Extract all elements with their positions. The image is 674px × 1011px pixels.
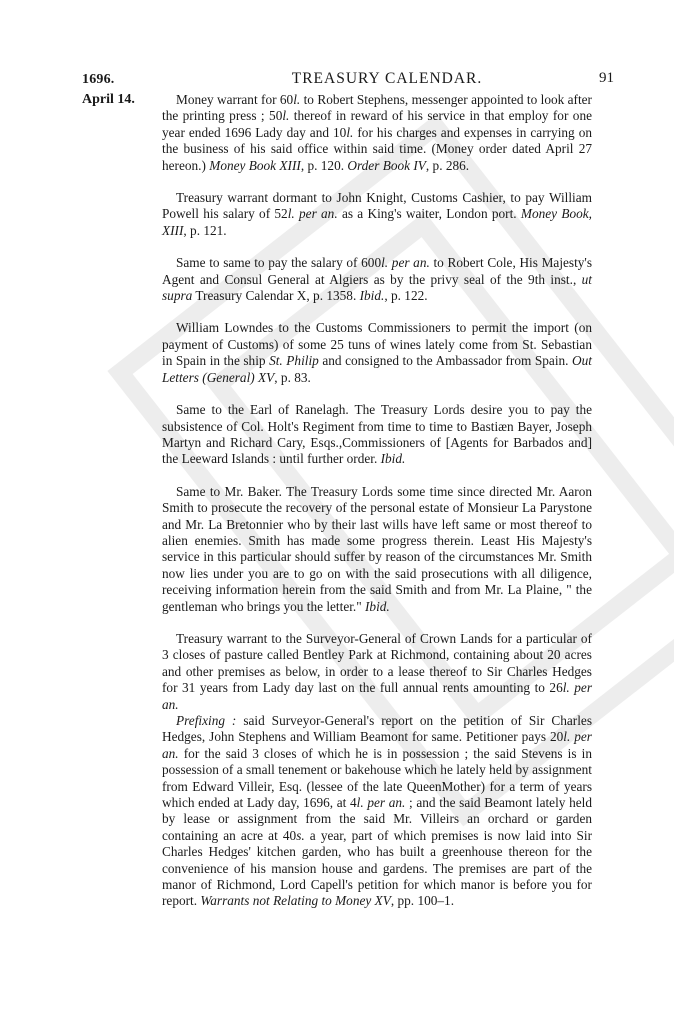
italic-text-segment: Out Letters (General) XV	[162, 353, 592, 385]
text-segment: William Lowndes to the Customs Commissioners to permit the import (on payment of Customs) of some 25 tuns of wines lately come from St. Sebastian in Spain in the ship	[162, 320, 592, 369]
entry-mr-baker	[162, 484, 592, 615]
text-segment: Treasury warrant to the Surveyor-General of Crown Lands for a particular of 3 closes of pasture called Bentley Park at Richmond, containing about 20 acres and other premises as below, in order to a lease thereof to Sir Charles Hedges for 31 years from Lady day last on the full annual rents amounting to 26	[162, 630, 592, 696]
italic-text-segment: Ibid.	[359, 288, 385, 304]
italic-text-segment: Warrants not Relating to Money XV	[200, 893, 391, 909]
text-segment: to Robert Stephens, messenger appointed to look after the printing press ; 50	[162, 92, 592, 124]
text-segment: Treasury warrant dormant to John Knight, Customs Cashier, to pay William Powell his salary of 52	[162, 190, 592, 222]
entry-date: April 14.	[82, 92, 135, 107]
entry-salary-robert-cole	[162, 255, 592, 304]
italic-text-segment: Money Book XIII	[209, 157, 301, 173]
text-segment: Same to same to pay the salary of 600	[176, 255, 382, 271]
text-segment: a year, part of which premises is now laid into Sir Charles Hedges' kitchen garden, who has built a greenhouse thereon for the convenience of his mansion house and gardens. The premises are part of the manor of Richmond, Lord Capell's petition for which manor is before you for report.	[162, 827, 592, 909]
entry-earl-of-ranelagh	[162, 402, 592, 468]
text-segment: , p. 122.	[384, 288, 428, 304]
italic-text-segment: Order Book IV	[347, 157, 426, 173]
text-segment: Treasury Calendar X, p. 1358.	[192, 288, 360, 304]
text-segment: thereof in reward of his service in that employ for one year ended 1696 Lady day and 10	[162, 108, 592, 140]
text-segment: to Robert Cole, His Majesty's Agent and Consul General at Algiers as by the privy seal of the 9th inst.,	[162, 255, 592, 287]
text-segment: Same to the Earl of Ranelagh. The Treasury Lords desire you to pay the subsistence of Col. Holt's Regiment from time to time to Bastiæn Bayer, Joseph Martyn and Richard Cary, Esqs.,Commissioners of [Agents for Barbados and] the Leeward Islands : until further order.	[162, 402, 592, 467]
text-segment: ; and the said Beamont lately held by lease or assignment from the said Mr. Villeirs an orchard or garden containing an acre at 40	[162, 795, 592, 843]
text-segment: , p. 121.	[183, 222, 227, 238]
text-segment: said Surveyor-General's report on the petition of Sir Charles Hedges, John Stephens and William Beamont for same. Petitioner pays 20	[162, 713, 592, 745]
year-label: 1696.	[82, 72, 115, 87]
italic-text-segment: l. per an.	[381, 255, 430, 271]
text-segment: , p. 83.	[274, 369, 311, 385]
running-title: TREASURY CALENDAR.	[291, 70, 483, 87]
italic-text-segment: l. per an.	[162, 729, 592, 761]
calendar-entries	[162, 92, 592, 926]
text-segment: Same to Mr. Baker. The Treasury Lords some time since directed Mr. Aaron Smith to prosecute the recovery of the personal estate of Monsieur La Parystone and Mr. La Bretonnier who by their last wills have left same or most thereof to alien enemies. Smith has made some progress therein. Least His Majesty's service in this particular should suffer by reason of the circumstances Mr. Smith now lies under you are to go on with the said prosecutions with all diligence, receiving information herein from the said Smith and from Mr. La Plaine, " the gentleman who brings you the letter."	[162, 483, 592, 614]
entry-lowndes-customs-wines	[162, 320, 592, 386]
italic-text-segment: l. per an.	[287, 206, 338, 222]
text-segment: for the said 3 closes of which he is in possession ; the said Stevens is in possession of a small tenement or bakehouse which he lately held by assignment from Edward Villeir, Esq. (lessee of the late QueenMother) for a term of years which ended at Lady day, 1696, at 4	[162, 745, 592, 811]
italic-text-segment: s.	[296, 827, 305, 843]
text-segment: , p. 286.	[425, 157, 470, 173]
italic-text-segment: l. per an.	[162, 680, 592, 712]
italic-text-segment: St. Philip	[269, 353, 319, 369]
italic-text-segment: Prefixing :	[176, 713, 237, 728]
italic-text-segment: Ibid.	[365, 598, 390, 614]
text-segment: and consigned to the Ambassador from Spain.	[318, 353, 573, 369]
entry-prefixing-report	[162, 713, 592, 910]
italic-text-segment: Money Book, XIII	[162, 206, 593, 238]
entry-surveyor-general-crown-lands	[162, 631, 592, 713]
text-segment: as a King's waiter, London port.	[337, 206, 521, 222]
italic-text-segment: l.	[346, 124, 354, 140]
text-segment: , p. 120.	[300, 157, 348, 173]
italic-text-segment: Ibid.	[380, 451, 406, 467]
entry-money-warrant-stephens	[162, 92, 592, 174]
italic-text-segment: l. per an.	[356, 795, 406, 811]
italic-text-segment: ut supra	[162, 271, 592, 304]
italic-text-segment: l.	[293, 92, 301, 107]
text-segment: , pp. 100–1.	[390, 893, 455, 909]
page-number: 91	[599, 70, 614, 86]
text-segment: Money warrant for 60	[176, 92, 294, 107]
text-segment: for his charges and expenses in carrying on the business of his said office within said time. (Money order dated April 27 hereon.)	[162, 124, 592, 173]
italic-text-segment: l.	[282, 108, 290, 124]
entry-warrant-dormant-knight	[162, 190, 592, 239]
